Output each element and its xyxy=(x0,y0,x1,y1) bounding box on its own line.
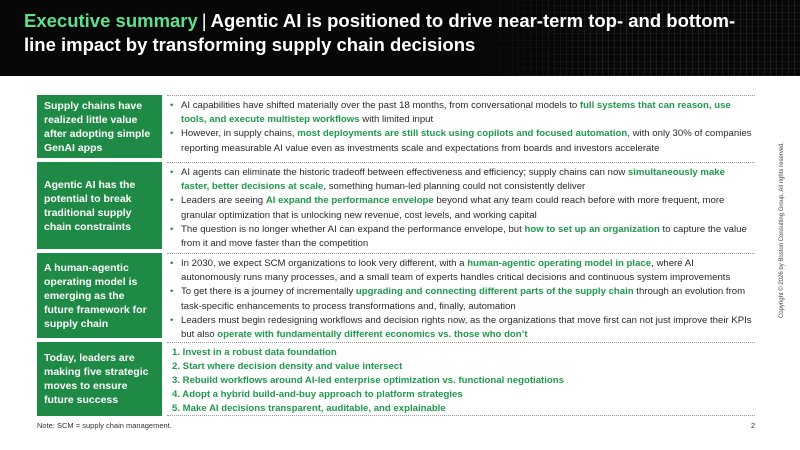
section-content xyxy=(167,253,755,341)
bullet-text: , where AI autonomously runs many processes, and a small team of experts handles critical decisions and continuous system improvements xyxy=(181,258,731,284)
section-label: Today, leaders are making five strategic moves to ensure future success xyxy=(37,342,162,416)
title-banner xyxy=(0,0,800,76)
section-label: Supply chains have realized little value after adopting simple GenAI apps xyxy=(37,95,162,158)
strategic-move: 5. Make AI decisions transparent, auditable, and explainable xyxy=(172,403,446,414)
bullet-item xyxy=(167,194,755,222)
bullet-text: through an evolution from task-specific enhancements to process transformations and, finally, automation xyxy=(181,286,746,312)
bullet-text: However, in supply chains, xyxy=(181,128,298,140)
bullet-text: Leaders are seeing xyxy=(181,195,266,207)
highlight-text: most deployments are still stuck using copilots and focused automation xyxy=(297,128,628,140)
highlight-text: simultaneously make faster, better decisions at scale xyxy=(181,167,725,193)
bullet-text: , something human-led planning could not consistently deliver xyxy=(323,181,586,193)
section-content xyxy=(167,342,755,416)
highlight-text: human-agentic operating model in place xyxy=(467,258,652,269)
bullet-item xyxy=(167,99,755,127)
bullet-list xyxy=(167,257,755,342)
page-title xyxy=(24,9,744,57)
title-text: Agentic AI is positioned to drive near-term top- and bottom-line impact by transforming supply chain decisions xyxy=(24,10,736,55)
section-row xyxy=(37,162,755,249)
bullet-item xyxy=(167,127,755,155)
bullet-item xyxy=(167,285,755,313)
strategic-move: 1. Invest in a robust data foundation xyxy=(172,347,337,358)
bullet-item xyxy=(167,257,755,285)
bullet-text: beyond what any team could reach before with more frequent, more granular optimization that is unlocking new revenue, cost levels, and working capital xyxy=(181,195,725,221)
bullet-text: To get there is a journey of incrementally xyxy=(181,286,356,298)
strategic-move: 2. Start where decision density and value intersect xyxy=(172,361,403,372)
bullet-list xyxy=(167,166,755,251)
bullet-list xyxy=(167,99,755,156)
bullet-text: Leaders must begin redesigning workflows and decision rights now, as the organizations that move first can not just improve their KPIs but also xyxy=(181,314,752,341)
highlight-text: AI expand the performance envelope xyxy=(265,195,434,207)
bullet-item xyxy=(167,223,755,251)
section-content xyxy=(167,162,755,249)
bullet-text: The question is no longer whether AI can expand the performance envelope, but xyxy=(181,223,525,235)
highlight-text: how to set up an organization xyxy=(524,223,660,235)
title-separator: | xyxy=(201,10,207,31)
bullet-text: with limited input xyxy=(359,114,434,126)
highlight-text: upgrading and connecting different parts of the supply chain xyxy=(355,286,634,298)
section-row xyxy=(37,95,755,158)
highlight-text: full systems that can reason, use tools, and execute multistep workflows xyxy=(181,100,731,126)
numbered-list xyxy=(167,346,755,416)
section-label: Agentic AI has the potential to break traditional supply chain constraints xyxy=(37,162,162,249)
section-label: A human-agentic operating model is emerging as the future framework for supply chain xyxy=(37,253,162,338)
bullet-text: In 2030, we expect SCM organizations to look very different, with a xyxy=(181,258,468,269)
title-lead: Executive summary xyxy=(24,10,198,31)
copyright-text: Copyright © 2026 by Boston Consulting Group. All rights reserved. xyxy=(779,141,785,319)
section-row xyxy=(37,253,755,341)
footnote: Note: SCM = supply chain management. xyxy=(37,421,172,430)
bullet-text: AI agents can eliminate the historic tradeoff between effectiveness and efficiency; supply chains can now xyxy=(181,167,628,178)
page-number: 2 xyxy=(751,421,756,430)
bullet-item xyxy=(167,166,755,194)
section-content xyxy=(167,95,755,158)
section-row xyxy=(37,342,755,416)
bullet-text: , with only 30% of companies reporting measurable AI value even as investments scale and expectations from boards and investors accelerate xyxy=(181,128,752,154)
highlight-text: operate with fundamentally different economics vs. those who don’t xyxy=(217,329,528,341)
strategic-move: 4. Adopt a hybrid build-and-buy approach to platform strategies xyxy=(172,389,463,400)
bullet-text: to capture the value from it and move faster than the competition xyxy=(181,223,747,250)
bullet-text: AI capabilities have shifted materially over the past 18 months, from conversational models to xyxy=(181,100,580,111)
bullet-item xyxy=(167,314,755,342)
strategic-move: 3. Rebuild workflows around AI-led enterprise optimization vs. functional negotiations xyxy=(172,375,564,386)
